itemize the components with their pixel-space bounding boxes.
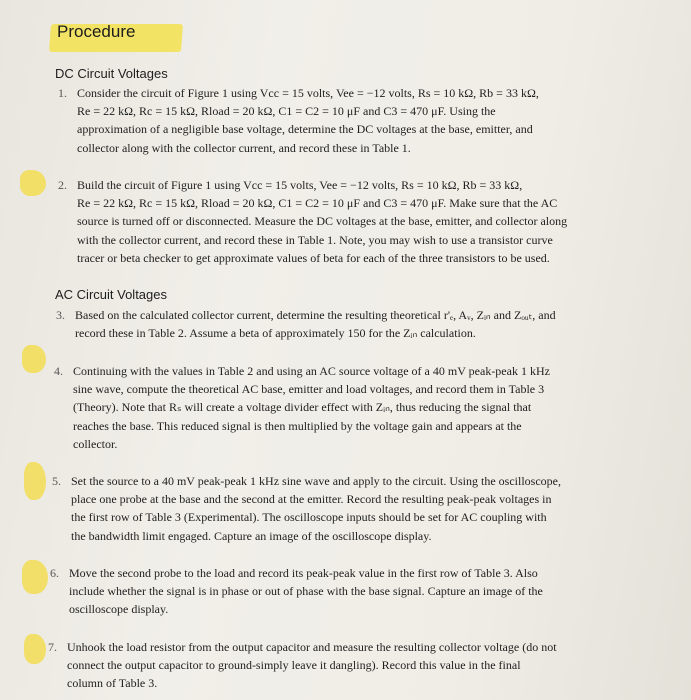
highlight-mark-2 — [20, 170, 46, 196]
step-line: Re = 22 kΩ, Rc = 15 kΩ, Rload = 20 kΩ, C1 = C2 = 10 μF and C3 = 470 μF. Using the — [77, 104, 496, 119]
highlight-mark-7 — [24, 634, 46, 664]
step-line: Based on the calculated collector current, determine the resulting theoretical r'ₑ, Aᵥ, Zᵢₙ and Zₒᵤₜ, and — [75, 308, 556, 322]
highlight-mark-5 — [24, 462, 46, 500]
step-line: reaches the base. This reduced signal is then multiplied by the voltage gain and appears at the — [73, 418, 522, 433]
step-line: collector. — [73, 436, 118, 451]
step-line: Re = 22 kΩ, Rc = 15 kΩ, Rload = 20 kΩ, C1 = C2 = 10 μF and C3 = 470 μF. Make sure that the AC — [77, 196, 558, 211]
step-number: 7. — [48, 640, 57, 654]
step-line: column of Table 3. — [67, 676, 158, 691]
step-line: the bandwidth limit engaged. Capture an image of the oscilloscope display. — [71, 528, 432, 543]
procedure-step-2 — [58, 176, 567, 267]
procedure-step-6 — [50, 564, 543, 619]
step-line: tracer or beta checker to get approximate values of beta for each of the three transistors to be used. — [77, 250, 550, 265]
step-line: collector along with the collector current, and record these in Table 1. — [77, 140, 411, 155]
step-number: 5. — [52, 474, 61, 488]
step-number: 6. — [50, 566, 59, 580]
procedure-step-7 — [48, 638, 557, 693]
step-line: the first row of Table 3 (Experimental). The oscilloscope inputs should be set for AC coupling with — [71, 510, 547, 525]
step-line: Unhook the load resistor from the output capacitor and measure the resulting collector voltage (do not — [67, 640, 557, 654]
procedure-step-5 — [52, 472, 561, 545]
step-line: Move the second probe to the load and record its peak-peak value in the first row of Table 3. Also — [69, 566, 538, 580]
page-title: Procedure — [57, 22, 136, 41]
step-line: sine wave, compute the theoretical AC base, emitter and load voltages, and record them in Table 3 — [73, 382, 545, 397]
step-number: 2. — [58, 178, 67, 192]
section-heading-ac: AC Circuit Voltages — [55, 287, 167, 302]
step-line: include whether the signal is in phase or out of phase with the base signal. Capture an image of the — [69, 584, 543, 599]
step-line: source is turned off or disconnected. Measure the DC voltages at the base, emitter, and collector along — [77, 214, 568, 229]
step-number: 4. — [54, 364, 63, 378]
step-line: with the collector current, and record these in Table 1. Note, you may wish to use a transistor curve — [77, 232, 553, 247]
step-number: 3. — [56, 308, 65, 322]
procedure-step-1 — [58, 84, 539, 157]
step-line: Set the source to a 40 mV peak-peak 1 kHz sine wave and apply to the circuit. Using the oscilloscope, — [71, 474, 561, 488]
highlight-mark-4 — [22, 345, 46, 373]
highlight-mark-6 — [22, 560, 48, 594]
step-line: Consider the circuit of Figure 1 using Vcc = 15 volts, Vee = −12 volts, Rs = 10 kΩ, Rb = 33 kΩ, — [77, 86, 539, 100]
step-line: Continuing with the values in Table 2 and using an AC source voltage of a 40 mV peak-peak 1 kHz — [73, 364, 550, 378]
step-line: connect the output capacitor to ground-simply leave it dangling). Record this value in the final — [67, 658, 521, 673]
step-line: record these in Table 2. Assume a beta of approximately 150 for the Zᵢₙ calculation. — [75, 326, 476, 341]
step-line: oscilloscope display. — [69, 602, 169, 617]
procedure-step-4 — [54, 362, 550, 453]
step-line: (Theory). Note that Rₛ will create a voltage divider effect with Zᵢₙ, thus reducing the signal that — [73, 400, 532, 415]
step-line: approximation of a negligible base voltage, determine the DC voltages at the base, emitter, and — [77, 122, 533, 137]
procedure-step-3 — [56, 306, 556, 342]
step-line: place one probe at the base and the second at the emitter. Record the resulting peak-peak voltages in — [71, 492, 552, 507]
section-heading-dc: DC Circuit Voltages — [55, 66, 168, 81]
step-number: 1. — [58, 86, 67, 100]
step-line: Build the circuit of Figure 1 using Vcc = 15 volts, Vee = −12 volts, Rs = 10 kΩ, Rb = 33 kΩ, — [77, 178, 523, 192]
